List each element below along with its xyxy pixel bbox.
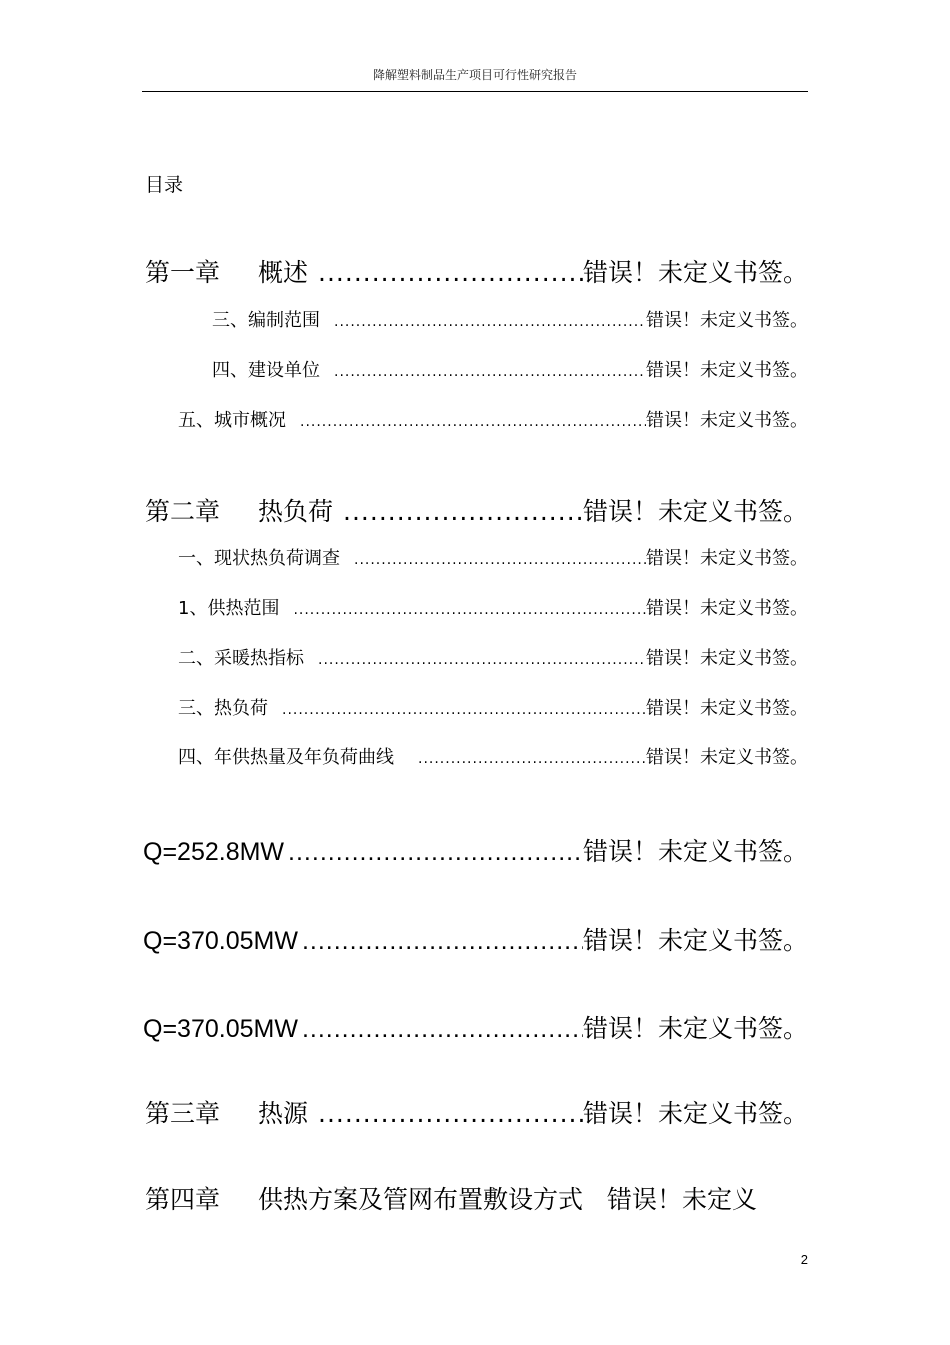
leader-dots <box>343 497 583 526</box>
toc-chapter-3[interactable] <box>145 1094 808 1130</box>
toc-item[interactable] <box>178 743 808 769</box>
page-number: 2 <box>800 1252 808 1267</box>
toc-q-item[interactable] <box>143 1009 808 1045</box>
toc-item[interactable] <box>178 544 808 570</box>
toc-chapter-1[interactable] <box>145 253 808 289</box>
toc-title: 目录 <box>145 174 184 196</box>
chapter-title: 热负荷 <box>258 497 334 526</box>
leader-dots <box>334 364 646 380</box>
toc-item[interactable] <box>178 644 808 670</box>
chapter-number: 第四章 <box>145 1185 221 1214</box>
chapter-title: 概述 <box>258 258 309 287</box>
chapter-title: 供热方案及管网布置敷设方式 <box>258 1185 584 1214</box>
leader-dots <box>354 552 646 568</box>
toc-chapter-2[interactable] <box>145 492 808 528</box>
page-ref: 错误！未定义书签。 <box>646 698 808 719</box>
toc-q-item[interactable] <box>143 921 808 957</box>
chapter-number: 第三章 <box>145 1099 221 1128</box>
toc-q-item[interactable] <box>143 832 808 868</box>
item-label: Q=370.05MW <box>143 1015 298 1043</box>
page-ref: 错误！未定义书签。 <box>582 1099 808 1128</box>
leader-dots <box>318 1099 583 1128</box>
leader-dots <box>318 258 583 287</box>
page-ref: 错误！未定义书签。 <box>582 838 808 866</box>
leader-dots <box>288 838 583 867</box>
page-ref: 错误！未定义书签。 <box>582 497 808 526</box>
item-label: 四、年供热量及年负荷曲线 <box>178 747 394 768</box>
chapter-number: 第一章 <box>145 258 221 287</box>
toc-item[interactable] <box>212 306 808 332</box>
page-ref: 错误！未定义书签。 <box>646 548 808 569</box>
leader-dots <box>302 1015 583 1044</box>
item-label: Q=252.8MW <box>143 838 285 866</box>
page-ref: 错误！未定义书签。 <box>646 360 808 381</box>
item-label: 三、编制范围 <box>212 310 320 331</box>
leader-dots <box>302 927 583 956</box>
item-label: 一、现状热负荷调查 <box>178 548 340 569</box>
page-ref: 错误！未定义书签。 <box>646 598 808 619</box>
item-label: 四、建设单位 <box>212 360 320 381</box>
page-ref: 错误！未定义书签。 <box>582 1015 808 1043</box>
item-label: 1、供热范围 <box>178 598 280 619</box>
item-label: 五、城市概况 <box>178 410 286 431</box>
leader-dots <box>293 602 646 618</box>
page-ref: 错误！未定义书签。 <box>646 747 808 768</box>
page-ref: 错误！未定义 <box>607 1185 758 1214</box>
toc-item[interactable] <box>178 594 808 620</box>
page-header: 降解塑料制品生产项目可行性研究报告 <box>372 68 577 82</box>
page-ref: 错误！未定义书签。 <box>582 258 808 287</box>
leader-dots <box>334 314 646 330</box>
toc-item[interactable] <box>178 694 808 720</box>
leader-dots <box>282 702 646 718</box>
toc-chapter-4[interactable] <box>145 1180 757 1216</box>
leader-dots <box>318 652 646 668</box>
toc-item[interactable] <box>212 356 808 382</box>
page-ref: 错误！未定义书签。 <box>646 410 808 431</box>
leader-dots <box>300 414 646 430</box>
item-label: 二、采暖热指标 <box>178 648 304 669</box>
leader-dots <box>418 751 646 767</box>
page-ref: 错误！未定义书签。 <box>646 648 808 669</box>
item-label: 三、热负荷 <box>178 698 268 719</box>
chapter-title: 热源 <box>258 1099 309 1128</box>
header-rule <box>142 91 808 92</box>
item-label: Q=370.05MW <box>143 927 298 955</box>
page-ref: 错误！未定义书签。 <box>582 927 808 955</box>
chapter-number: 第二章 <box>145 497 221 526</box>
page-ref: 错误！未定义书签。 <box>646 310 808 331</box>
toc-item[interactable] <box>178 406 808 432</box>
